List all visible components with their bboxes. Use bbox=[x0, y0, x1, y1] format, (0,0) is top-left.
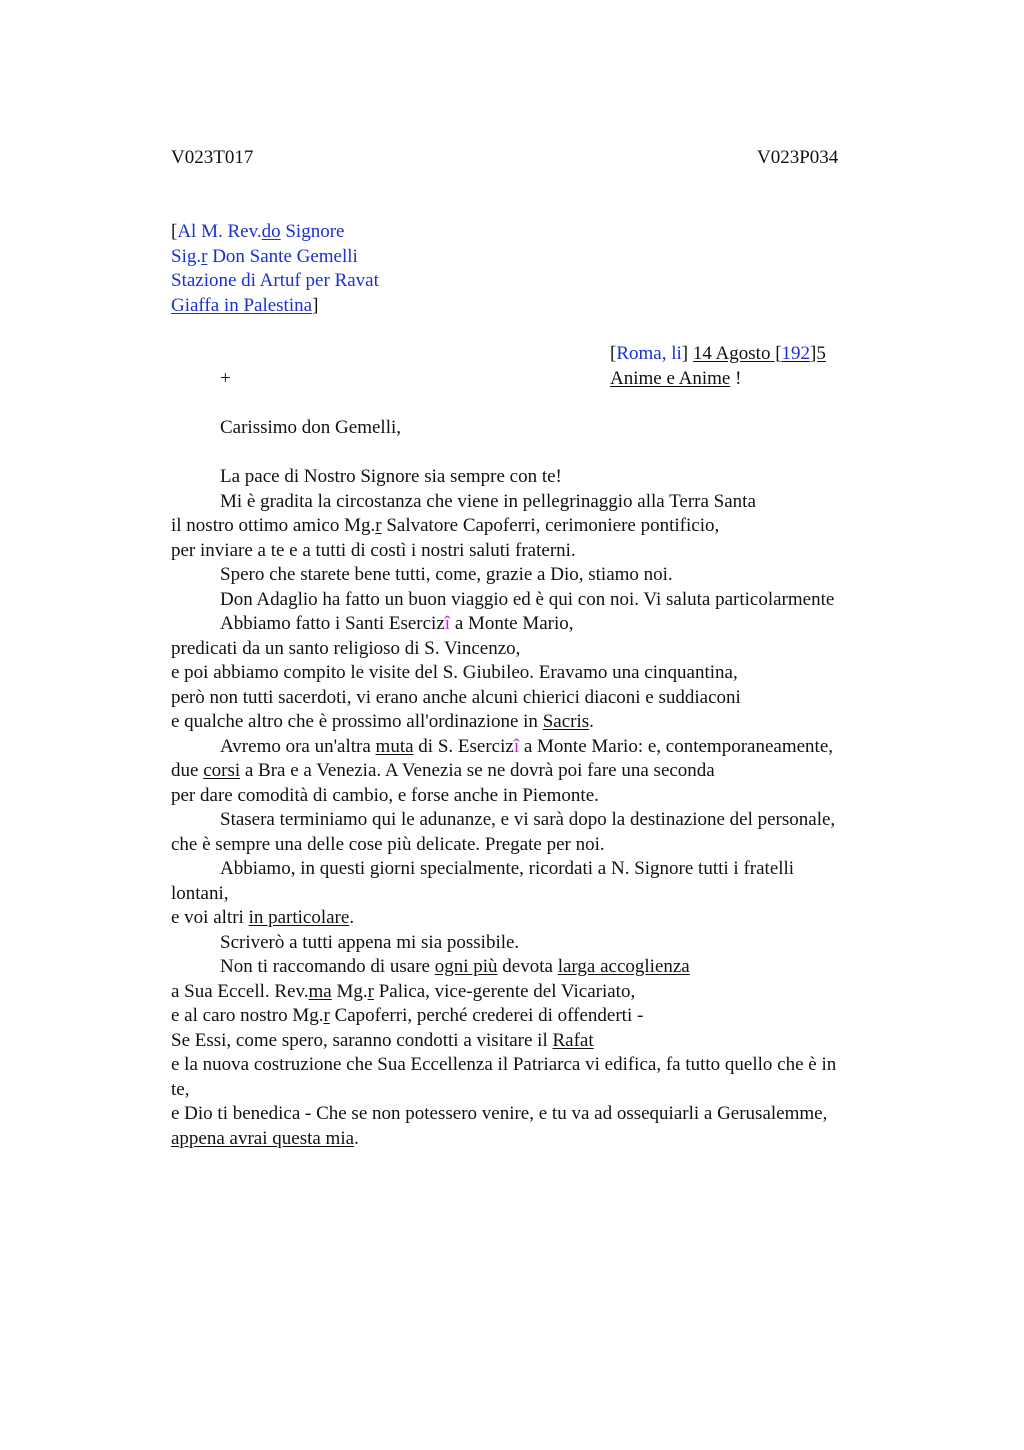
highlighted-char: î bbox=[513, 735, 520, 757]
text-run: a Monte Mario: e, contemporaneamente, bbox=[519, 735, 834, 757]
body-line bbox=[171, 980, 931, 1005]
date-text bbox=[693, 343, 826, 364]
address-text: Don Sante Gemelli bbox=[207, 245, 358, 267]
body-line: e poi abbiamo compito le visite del S. Giubileo. Eravamo una cinquantina, bbox=[171, 662, 738, 683]
text-run: il nostro ottimo amico Mg. bbox=[171, 515, 376, 536]
date-year-editorial: 192 bbox=[781, 343, 811, 364]
body-line bbox=[171, 735, 931, 760]
superscript-run: ma bbox=[308, 980, 332, 1002]
underlined-run: larga accoglienza bbox=[557, 956, 690, 977]
highlighted-char: î bbox=[444, 613, 451, 634]
cross-mark: + bbox=[220, 368, 231, 389]
underlined-run: ogni più bbox=[434, 956, 498, 977]
superscript-run: r bbox=[323, 1005, 330, 1026]
body-line: per dare comodità di cambio, e forse anche in Piemonte. bbox=[171, 784, 599, 806]
body-line: per inviare a te e a tutti di costì i nostri saluti fraterni. bbox=[171, 539, 576, 561]
address-line-2 bbox=[171, 245, 379, 270]
text-run: a Monte Mario, bbox=[450, 613, 574, 634]
address-text: Giaffa in Palestina bbox=[171, 294, 313, 316]
text-run: Avremo ora un'altra bbox=[220, 735, 376, 757]
body-line: e Dio ti benedica - Che se non potessero venire, e tu va ad ossequiarli a Gerusalemme, bbox=[171, 1103, 828, 1124]
bracket: [ bbox=[171, 221, 178, 242]
address-text: Sig. bbox=[171, 245, 202, 267]
body-line bbox=[171, 1004, 931, 1029]
text-run: Capoferri, perché crederei di offenderti - bbox=[329, 1005, 644, 1026]
body-line: predicati da un santo religioso di S. Vincenzo, bbox=[171, 637, 521, 659]
date-place: Roma, li bbox=[616, 343, 682, 364]
body-line: Spero che starete bene tutti, come, grazie a Dio, stiamo noi. bbox=[220, 564, 673, 585]
text-run: e al caro nostro Mg. bbox=[171, 1005, 324, 1026]
date-day-month: 14 Agosto [ bbox=[692, 343, 782, 364]
text-run: . bbox=[589, 711, 594, 732]
superscript-run: r bbox=[367, 980, 374, 1002]
address-superscript: do bbox=[261, 221, 281, 242]
underlined-run: Rafat bbox=[552, 1029, 594, 1051]
underlined-run: corsi bbox=[203, 760, 241, 781]
text-run: Non ti raccomando di usare bbox=[220, 956, 435, 977]
body-line: te, bbox=[171, 1078, 190, 1100]
address-superscript: r bbox=[201, 245, 208, 267]
superscript-run: r bbox=[375, 515, 382, 536]
text-run: Abbiamo fatto i Santi Eserciz bbox=[220, 613, 445, 634]
underlined-run: muta bbox=[375, 735, 414, 757]
text-run: Mg. bbox=[331, 980, 368, 1002]
address-line-3: Stazione di Artuf per Ravat bbox=[171, 270, 379, 291]
dateline-block bbox=[610, 342, 826, 391]
body-line: Scriverò a tutti appena mi sia possibile. bbox=[220, 931, 520, 953]
body-line bbox=[171, 1127, 931, 1152]
body-line: La pace di Nostro Signore sia sempre con te! bbox=[220, 466, 562, 487]
text-run: Salvatore Capoferri, cerimoniere pontificio, bbox=[381, 515, 720, 536]
body-line: lontani, bbox=[171, 882, 229, 904]
address-text: Signore bbox=[280, 221, 345, 242]
body-line bbox=[171, 710, 931, 735]
dateline bbox=[610, 342, 826, 367]
document-code-left: V023T017 bbox=[171, 147, 254, 168]
body-line: Mi è gradita la circostanza che viene in pellegrinaggio alla Terra Santa bbox=[220, 490, 756, 512]
text-run: Palica, vice-gerente del Vicariato, bbox=[373, 980, 636, 1002]
bracket: ] bbox=[312, 294, 319, 316]
letter-body bbox=[171, 465, 931, 1151]
text-run: . bbox=[349, 907, 355, 928]
motto: Anime e Anime bbox=[610, 367, 731, 389]
salutation: Carissimo don Gemelli, bbox=[220, 417, 402, 438]
text-run: e voi altri bbox=[171, 907, 249, 928]
underlined-run: appena avrai questa mia bbox=[171, 1127, 355, 1149]
body-line bbox=[171, 955, 931, 980]
text-run: a Bra e a Venezia. A Venezia se ne dovrà poi fare una seconda bbox=[240, 760, 715, 781]
text-run: devota bbox=[497, 956, 558, 977]
body-line: Stasera terminiamo qui le adunanze, e vi sarà dopo la destinazione del personale, bbox=[220, 809, 836, 830]
body-line bbox=[171, 906, 931, 931]
underlined-run: in particolare bbox=[248, 907, 350, 928]
address-text: Al M. Rev. bbox=[177, 221, 262, 242]
text-run: due bbox=[171, 760, 204, 781]
address-line-4 bbox=[171, 294, 379, 319]
text-run: . bbox=[354, 1127, 359, 1149]
body-line bbox=[171, 1029, 931, 1054]
text-run: e qualche altro che è prossimo all'ordinazione in bbox=[171, 711, 543, 732]
text-run: di S. Eserciz bbox=[413, 735, 514, 757]
underlined-run: Sacris bbox=[542, 711, 590, 732]
document-code-right: V023P034 bbox=[757, 147, 839, 168]
text-run: Se Essi, come spero, saranno condotti a visitare il bbox=[171, 1029, 553, 1051]
body-line: però non tutti sacerdoti, vi erano anche alcuni chierici diaconi e suddiaconi bbox=[171, 686, 741, 708]
body-line bbox=[171, 612, 931, 637]
text-run: a Sua Eccell. Rev. bbox=[171, 980, 309, 1002]
bracket: ] bbox=[681, 343, 693, 364]
body-line: e la nuova costruzione che Sua Eccellenza il Patriarca vi edifica, fa tutto quello che è in bbox=[171, 1054, 837, 1075]
body-line: che è sempre una delle cose più delicate. Pregate per noi. bbox=[171, 833, 605, 855]
date-year-end: ]5 bbox=[810, 343, 826, 364]
body-line bbox=[171, 514, 931, 539]
body-line: Abbiamo, in questi giorni specialmente, ricordati a N. Signore tutti i fratelli bbox=[220, 858, 795, 879]
motto-line bbox=[610, 367, 826, 392]
body-line bbox=[171, 759, 931, 784]
bracket: [ bbox=[610, 343, 617, 364]
motto-end: ! bbox=[730, 367, 742, 389]
address-line-1 bbox=[171, 220, 379, 245]
address-block bbox=[171, 220, 379, 318]
body-line: Don Adaglio ha fatto un buon viaggio ed è qui con noi. Vi saluta particolarmente bbox=[220, 588, 835, 610]
